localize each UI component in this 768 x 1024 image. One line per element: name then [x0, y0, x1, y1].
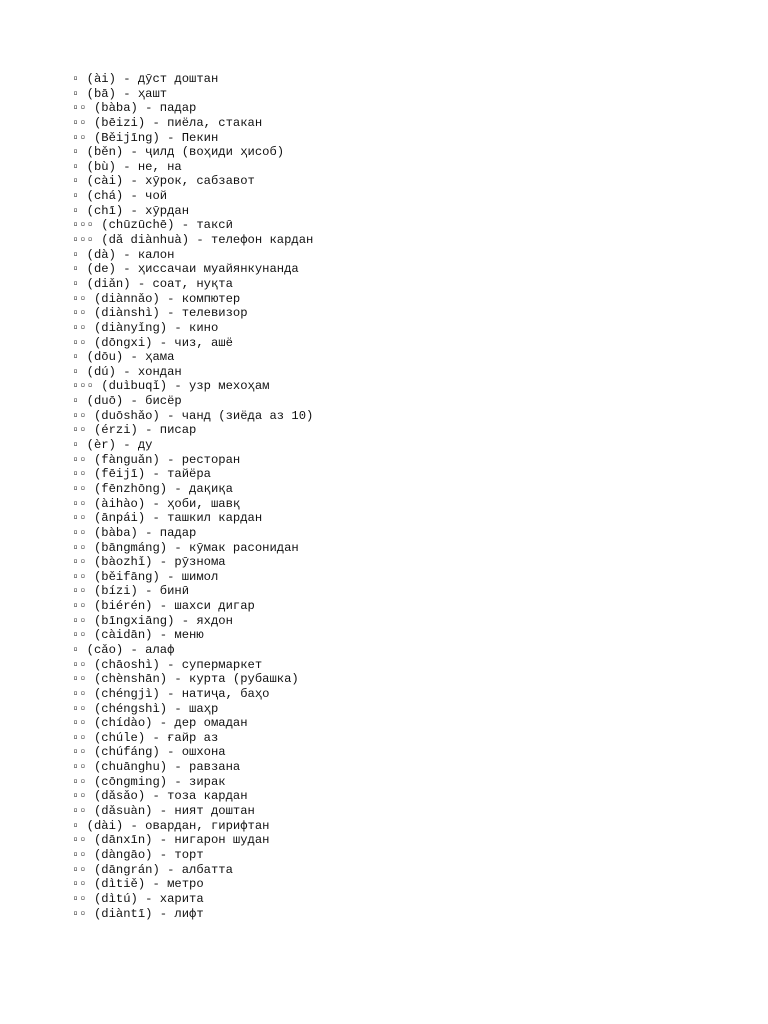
vocabulary-entry: ▫▫ (diànnǎo) - компютер — [72, 291, 241, 306]
vocabulary-entry: ▫ (duō) - бисёр — [72, 394, 182, 409]
vocabulary-entry: ▫▫▫ (duìbuqǐ) - узр мехоҳам — [72, 379, 270, 394]
vocabulary-entry: ▫ (běn) - ҷилд (воҳиди ҳисоб) — [72, 145, 285, 160]
vocabulary-entry: ▫ (èr) - ду — [72, 438, 153, 453]
vocabulary-entry: ▫ (bù) - не, на — [72, 159, 182, 174]
vocabulary-entry: ▫ (dà) - калон — [72, 247, 175, 262]
vocabulary-entry: ▫▫ (dàngāo) - торт — [72, 847, 204, 862]
vocabulary-entry: ▫ (chī) - хӯрдан — [72, 203, 190, 218]
vocabulary-entry: ▫▫ (fēijī) - тайёра — [72, 467, 211, 482]
vocabulary-entry: ▫▫ (diànshì) - телевизор — [72, 306, 248, 321]
vocabulary-entry: ▫▫ (cōngming) - зирак — [72, 774, 226, 789]
vocabulary-entry: ▫▫▫ (chūzūchē) - таксӣ — [72, 218, 233, 233]
vocabulary-entry: ▫ (diǎn) - соат, нуқта — [72, 276, 233, 291]
vocabulary-entry: ▫▫ (chāoshì) - супермаркет — [72, 657, 263, 672]
vocabulary-entry: ▫▫ (běifāng) - шимол — [72, 569, 219, 584]
vocabulary-entry: ▫▫ (chéngshì) - шаҳр — [72, 701, 219, 716]
vocabulary-entry: ▫▫ (dǎsuàn) - ният доштан — [72, 804, 255, 819]
vocabulary-entry: ▫▫ (àihào) - ҳоби, шавқ — [72, 496, 241, 511]
vocabulary-entry: ▫ (bā) - ҳашт — [72, 86, 168, 101]
vocabulary-entry: ▫▫ (fēnzhōng) - дақиқа — [72, 481, 233, 496]
vocabulary-entry: ▫▫ (dāngrán) - албатта — [72, 862, 233, 877]
vocabulary-entry: ▫▫ (dōngxi) - чиз, ашё — [72, 335, 233, 350]
vocabulary-entry: ▫▫ (dǎsǎo) - тоза кардан — [72, 789, 248, 804]
vocabulary-entry: ▫▫ (càidān) - меню — [72, 628, 204, 643]
vocabulary-entry: ▫ (chá) - чой — [72, 189, 168, 204]
vocabulary-entry: ▫ (de) - ҳиссачаи муайянкунанда — [72, 262, 299, 277]
vocabulary-entry: ▫▫ (ānpái) - ташкил кардан — [72, 511, 263, 526]
vocabulary-entry: ▫▫ (chúfáng) - ошхона — [72, 745, 226, 760]
vocabulary-entry: ▫▫ (bàozhǐ) - рӯзнома — [72, 555, 226, 570]
vocabulary-entry: ▫▫ (chuānghu) - равзана — [72, 760, 241, 775]
vocabulary-entry: ▫▫▫ (dǎ diànhuà) - телефон кардан — [72, 233, 314, 248]
vocabulary-entry: ▫▫ (fànguǎn) - ресторан — [72, 452, 241, 467]
vocabulary-entry: ▫▫ (Běijīng) - Пекин — [72, 130, 219, 145]
vocabulary-entry: ▫▫ (bāngmáng) - кӯмак расонидан — [72, 540, 299, 555]
vocabulary-entry: ▫ (cài) - хӯрок, сабзавот — [72, 174, 255, 189]
vocabulary-entry: ▫▫ (érzi) - писар — [72, 423, 197, 438]
vocabulary-entry: ▫ (dài) - овардан, гирифтан — [72, 818, 270, 833]
vocabulary-entry: ▫ (dōu) - ҳама — [72, 350, 175, 365]
vocabulary-entry: ▫▫ (chúle) - ғайр аз — [72, 730, 219, 745]
vocabulary-entry: ▫▫ (dānxīn) - нигарон шудан — [72, 833, 270, 848]
vocabulary-entry: ▫▫ (chéngjì) - натиҷа, баҳо — [72, 686, 270, 701]
vocabulary-entry: ▫▫ (chènshān) - курта (рубашка) — [72, 672, 299, 687]
vocabulary-entry: ▫▫ (chídào) - дер омадан — [72, 716, 248, 731]
vocabulary-entry: ▫▫ (dìtú) - харита — [72, 891, 204, 906]
vocabulary-entry: ▫▫ (bízi) - бинӣ — [72, 584, 190, 599]
vocabulary-entry: ▫▫ (dìtiě) - метро — [72, 877, 204, 892]
vocabulary-entry: ▫▫ (bēizi) - пиёла, стакан — [72, 115, 263, 130]
vocabulary-entry: ▫ (cǎo) - алаф — [72, 642, 175, 657]
vocabulary-entry: ▫▫ (bīngxiāng) - яхдон — [72, 613, 233, 628]
vocabulary-entry: ▫▫ (diànyǐng) - кино — [72, 320, 219, 335]
vocabulary-entry: ▫▫ (bàba) - падар — [72, 525, 197, 540]
vocabulary-entry: ▫▫ (bàba) - падар — [72, 101, 197, 116]
vocabulary-entry: ▫▫ (biérén) - шахси дигар — [72, 599, 255, 614]
vocabulary-entry: ▫▫ (duōshǎo) - чанд (зиёда аз 10) — [72, 408, 314, 423]
vocabulary-entry: ▫ (ài) - дӯст доштан — [72, 72, 219, 86]
vocabulary-entry: ▫ (dú) - хондан — [72, 364, 182, 379]
vocabulary-list — [72, 72, 313, 921]
vocabulary-entry: ▫▫ (diàntī) - лифт — [72, 906, 204, 921]
